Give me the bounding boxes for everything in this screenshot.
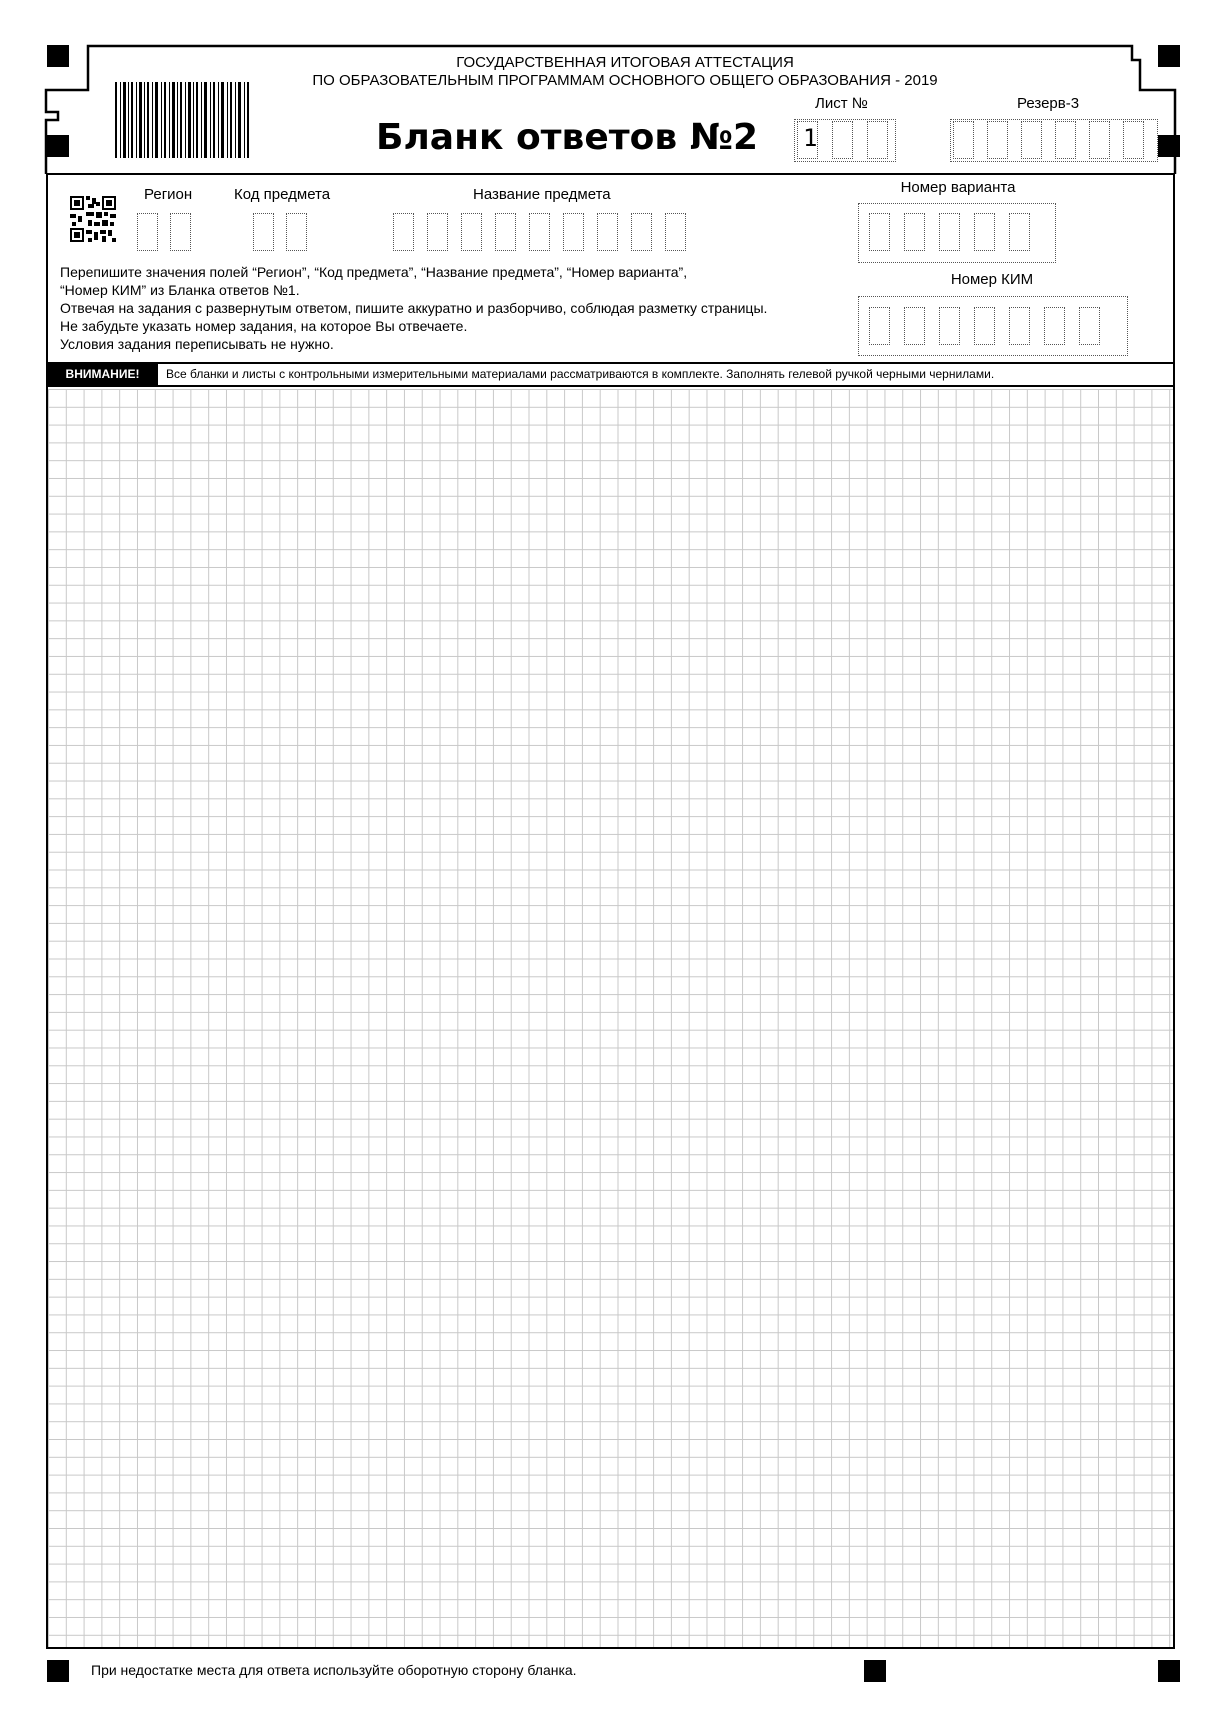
qr-code [70, 196, 116, 242]
sheet-number-cell-3[interactable] [867, 121, 888, 159]
corner-marker-bottom-right [1158, 1660, 1180, 1682]
header-line-2: ПО ОБРАЗОВАТЕЛЬНЫМ ПРОГРАММАМ ОСНОВНОГО ОБЩЕГО ОБРАЗОВАНИЯ - 2019 [312, 72, 938, 89]
barcode [115, 82, 250, 158]
variant-cell-2[interactable] [904, 213, 925, 251]
attention-text: Все бланки и листы с контрольными измерительными материалами рассматриваются в комплекте. Заполнять гелевой ручкой черными чернилами. [166, 367, 995, 381]
subject-code-cell-2[interactable] [286, 213, 307, 251]
reserve-cell-3[interactable] [1021, 121, 1042, 159]
region-label: Регион [144, 186, 193, 203]
kim-label: Номер КИМ [950, 271, 1034, 288]
subject-name-cell-1[interactable] [393, 213, 414, 251]
kim-cell-1[interactable] [869, 307, 890, 345]
subject-code-label: Код предмета [234, 186, 331, 203]
subject-name-cell-4[interactable] [495, 213, 516, 251]
variant-cell-4[interactable] [974, 213, 995, 251]
instruction-line-3: Отвечая на задания с развернутым ответом, пишите аккуратно и разборчиво, соблюдая разметку страницы. [60, 300, 768, 316]
region-cell-2[interactable] [170, 213, 191, 251]
reserve-cell-6[interactable] [1123, 121, 1144, 159]
reserve-cell-4[interactable] [1055, 121, 1076, 159]
kim-cell-5[interactable] [1009, 307, 1030, 345]
variant-cell-3[interactable] [939, 213, 960, 251]
subject-name-cell-5[interactable] [529, 213, 550, 251]
subject-name-cell-2[interactable] [427, 213, 448, 251]
instruction-line-2: “Номер КИМ” из Бланка ответов №1. [60, 282, 300, 298]
reserve-label: Резерв-3 [1017, 95, 1080, 112]
subject-name-cell-7[interactable] [597, 213, 618, 251]
subject-name-cell-9[interactable] [665, 213, 686, 251]
kim-cell-4[interactable] [974, 307, 995, 345]
kim-cell-6[interactable] [1044, 307, 1065, 345]
reserve-cell-5[interactable] [1089, 121, 1110, 159]
subject-code-cell-1[interactable] [253, 213, 274, 251]
variant-cell-5[interactable] [1009, 213, 1030, 251]
kim-cell-2[interactable] [904, 307, 925, 345]
reserve-cell-2[interactable] [987, 121, 1008, 159]
variant-cell-1[interactable] [869, 213, 890, 251]
sheet-number-label: Лист № [815, 95, 868, 112]
attention-label: ВНИМАНИЕ! [47, 364, 158, 385]
footer-note: При недостатке места для ответа используйте оборотную сторону бланка. [91, 1662, 577, 1678]
region-cell-1[interactable] [137, 213, 158, 251]
instruction-line-5: Условия задания переписывать не нужно. [60, 336, 334, 352]
kim-cell-7[interactable] [1079, 307, 1100, 345]
corner-marker-bottom-left [47, 1660, 69, 1682]
corner-marker-bottom-center [864, 1660, 886, 1682]
reserve-cell-1[interactable] [953, 121, 974, 159]
instruction-line-4: Не забудьте указать номер задания, на которое Вы отвечаете. [60, 318, 468, 334]
instruction-line-1: Перепишите значения полей “Регион”, “Код предмета”, “Название предмета”, “Номер варианта”, [60, 264, 688, 280]
kim-cell-3[interactable] [939, 307, 960, 345]
subject-name-cell-6[interactable] [563, 213, 584, 251]
subject-name-cell-8[interactable] [631, 213, 652, 251]
variant-label: Номер варианта [900, 179, 1016, 196]
sheet-number-cell-2[interactable] [832, 121, 853, 159]
header-line-1: ГОСУДАРСТВЕННАЯ ИТОГОВАЯ АТТЕСТАЦИЯ [456, 54, 794, 71]
answer-grid[interactable] [48, 389, 1173, 1647]
sheet-number-value: 1 [803, 124, 818, 152]
subject-name-cell-3[interactable] [461, 213, 482, 251]
subject-name-label: Название предмета [473, 186, 611, 203]
form-title: Бланк ответов №2 [376, 117, 759, 158]
